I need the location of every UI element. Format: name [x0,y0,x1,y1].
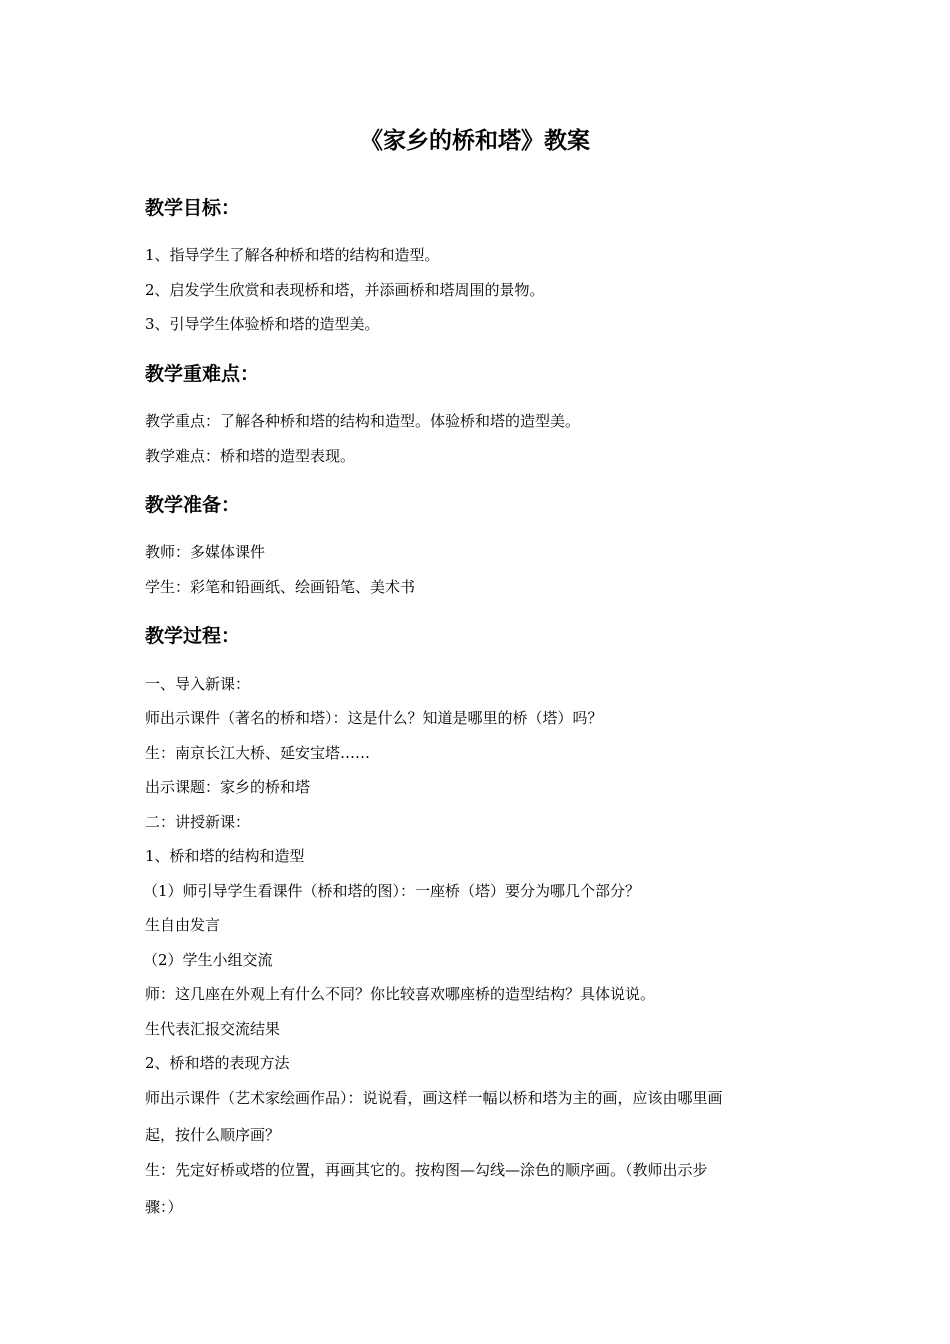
process-line: 1、桥和塔的结构和造型 [145,847,305,865]
process-line: 师：这几座在外观上有什么不同？你比较喜欢哪座桥的造型结构？具体说说。 [145,985,656,1003]
goal-item: 2、启发学生欣赏和表现桥和塔，并添画桥和塔周围的景物。 [145,281,545,299]
preparation-item: 学生：彩笔和铅画纸、绘画铅笔、美术书 [145,578,416,596]
section-heading-preparation: 教学准备： [145,494,241,516]
process-line: 骤：） [145,1198,183,1216]
process-line: （2）学生小组交流 [143,951,273,969]
process-line: （1）师引导学生看课件（桥和塔的图）：一座桥（塔）要分为哪几个部分？ [143,882,641,900]
process-line: 2、桥和塔的表现方法 [145,1054,290,1072]
section-heading-goals: 教学目标： [145,197,241,219]
key-point-item: 教学难点：桥和塔的造型表现。 [145,447,356,465]
process-line: 生代表汇报交流结果 [145,1020,281,1038]
process-line: 出示课题：家乡的桥和塔 [145,778,311,796]
process-line: 一、导入新课： [145,675,251,693]
process-line: 生自由发言 [145,916,221,934]
process-line: 师出示课件（著名的桥和塔）：这是什么？知道是哪里的桥（塔）吗？ [145,709,603,727]
key-point-item: 教学重点：了解各种桥和塔的结构和造型。体验桥和塔的造型美。 [145,412,581,430]
process-line: 师出示课件（艺术家绘画作品）：说说看，画这样一幅以桥和塔为主的画，应该由哪里画 [145,1089,723,1107]
process-line: 生：南京长江大桥、延安宝塔…… [145,744,371,762]
goal-item: 3、引导学生体验桥和塔的造型美。 [145,315,380,333]
preparation-item: 教师：多媒体课件 [145,543,266,561]
process-line: 生：先定好桥或塔的位置，再画其它的。按构图—勾线—涂色的顺序画。（教师出示步 [145,1161,708,1179]
goal-item: 1、指导学生了解各种桥和塔的结构和造型。 [145,246,440,264]
document-title: 《家乡的桥和塔》教案 [360,127,590,154]
process-line: 起，按什么顺序画？ [145,1126,281,1144]
section-heading-key-points: 教学重难点： [145,363,260,385]
section-heading-process: 教学过程： [145,625,241,647]
process-line: 二：讲授新课： [145,813,251,831]
